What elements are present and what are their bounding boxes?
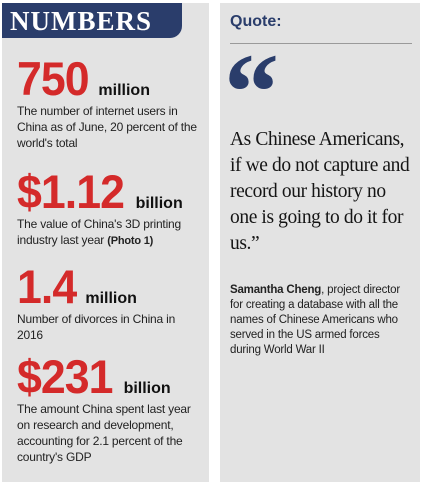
stat-unit: million <box>85 290 137 307</box>
quote-panel <box>220 3 420 482</box>
stat-item-divorces <box>17 260 202 343</box>
stat-value: $1.12 <box>17 165 124 218</box>
stat-description: The number of internet users in China as of June, 20 percent of the world's total <box>17 104 197 150</box>
stat-description: The amount China spent last year on research and development, accounting for 2.1 percent of the country's GDP <box>17 402 191 464</box>
quote-label: Quote: <box>230 13 282 30</box>
numbers-title: NUMBERS <box>10 6 153 36</box>
stat-description-text: The value of China's 3D printing industry last year <box>17 217 181 247</box>
photo-tag: (Photo 1) <box>107 235 154 247</box>
stat-value: $231 <box>17 350 113 403</box>
stat-description <box>17 216 202 249</box>
stat-description: Number of divorces in China in 2016 <box>17 312 176 342</box>
stat-unit: million <box>98 82 150 99</box>
stat-item-research-spending <box>17 350 202 465</box>
stat-item-3d-printing <box>17 165 202 249</box>
stat-unit: billion <box>123 380 171 397</box>
numbers-banner <box>2 3 182 38</box>
stat-item-internet-users <box>17 52 202 151</box>
quote-attribution <box>230 283 412 358</box>
attribution-description: , project director for creating a database with all the names of Chinese Americans who served in the US armed forces during World War II <box>230 284 400 356</box>
stat-value: 1.4 <box>17 260 77 313</box>
open-quote-mark-icon: “ <box>224 31 273 153</box>
stat-value: 750 <box>17 52 89 105</box>
stat-unit: billion <box>135 195 183 212</box>
attribution-name: Samantha Cheng <box>230 284 322 296</box>
numbers-panel <box>2 3 209 482</box>
quote-text: As Chinese Americans, if we do not capture and record our history no one is going to do it for us.” <box>230 129 410 254</box>
